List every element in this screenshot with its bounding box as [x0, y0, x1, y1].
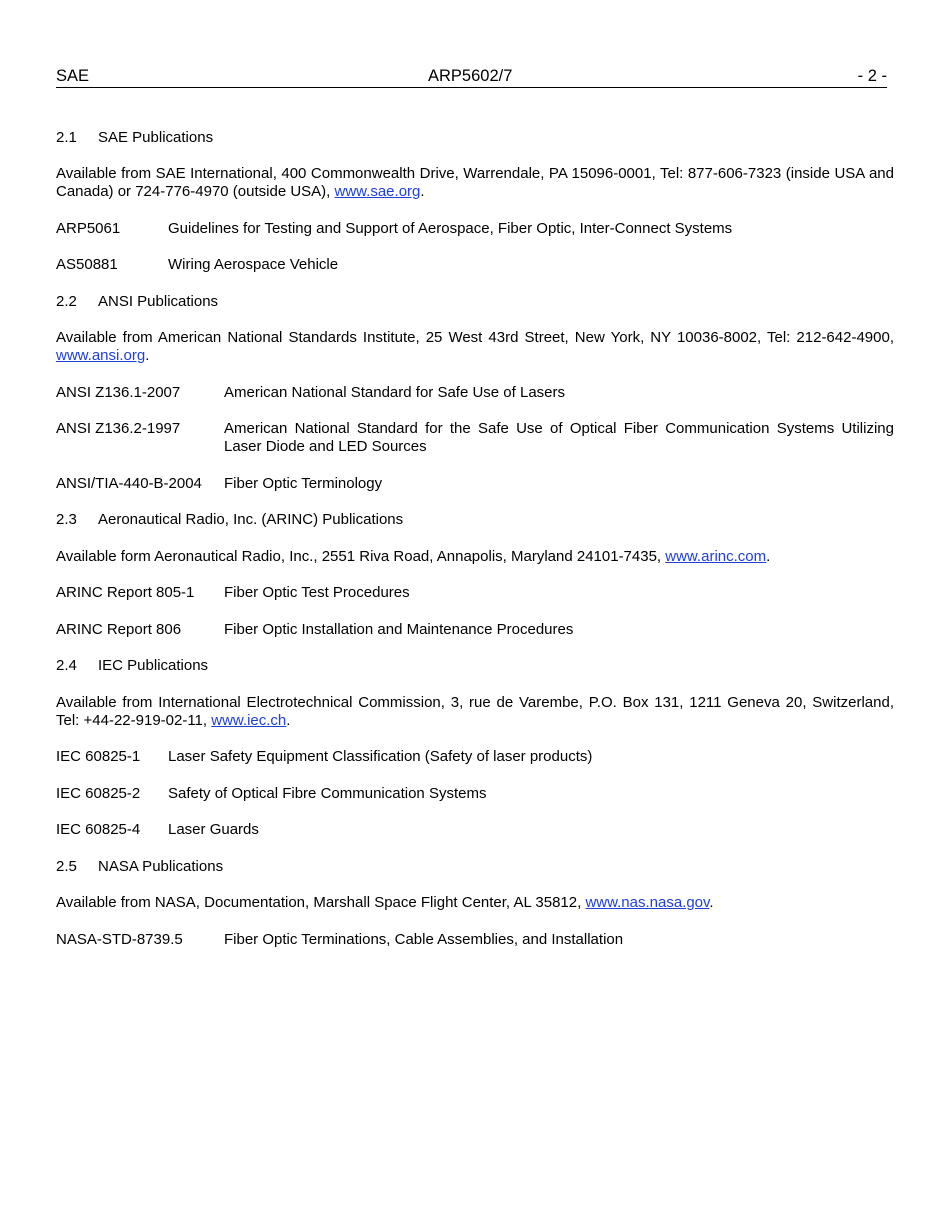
section-intro-2-5: [56, 894, 894, 912]
intro-end: .: [420, 183, 425, 200]
sae-website-link[interactable]: www.sae.org: [334, 183, 421, 200]
reference-code: ARINC Report 806: [56, 621, 182, 638]
reference-code: IEC 60825-1: [56, 748, 141, 765]
reference-title: Fiber Optic Installation and Maintenance Procedures: [224, 621, 574, 638]
arinc-website-link[interactable]: www.arinc.com: [665, 548, 767, 565]
iec-website-link[interactable]: www.iec.ch: [211, 712, 287, 729]
reference-code: ARINC Report 805-1: [56, 584, 195, 601]
reference-code: IEC 60825-2: [56, 785, 141, 802]
reference-item: [56, 384, 894, 402]
reference-title: Laser Safety Equipment Classification (Safety of laser products): [168, 748, 593, 765]
section-number: 2.2: [56, 293, 77, 310]
intro-text: Available from SAE International, 400 Commonwealth Drive, Warrendale, PA 15096-0001, Tel: 877-606-7323 (inside USA and Canada) or 724-776-4970 (outside USA),: [56, 165, 894, 200]
intro-text: Available form Aeronautical Radio, Inc., 2551 Riva Road, Annapolis, Maryland 24101-7435,: [56, 548, 666, 565]
reference-item: [56, 475, 894, 493]
section-title: NASA Publications: [98, 858, 224, 875]
reference-item: [56, 584, 894, 602]
reference-item: [56, 256, 894, 274]
section-intro-2-4: [56, 694, 894, 730]
section-number: 2.5: [56, 858, 77, 875]
section-heading-2-2: [56, 293, 218, 311]
intro-text: Available from American National Standards Institute, 25 West 43rd Street, New York, NY 10036-8002, Tel: 212-642-4900,: [56, 329, 894, 346]
ansi-website-link[interactable]: www.ansi.org: [56, 347, 146, 364]
reference-title: Fiber Optic Terminology: [224, 475, 383, 492]
reference-title: Laser Guards: [168, 821, 259, 838]
reference-item: [56, 785, 894, 803]
reference-code: IEC 60825-4: [56, 821, 141, 838]
intro-end: .: [709, 894, 714, 911]
reference-item: [56, 748, 894, 766]
section-title: Aeronautical Radio, Inc. (ARINC) Publications: [98, 511, 404, 528]
reference-title: American National Standard for Safe Use of Lasers: [224, 384, 566, 401]
section-number: 2.4: [56, 657, 77, 674]
intro-end: .: [145, 347, 150, 364]
reference-code: NASA-STD-8739.5: [56, 931, 183, 948]
intro-end: .: [766, 548, 771, 565]
reference-item: [56, 621, 894, 639]
reference-code: AS50881: [56, 256, 118, 273]
page-header: [56, 66, 887, 88]
reference-item: [56, 821, 894, 839]
section-title: SAE Publications: [98, 129, 214, 146]
reference-title: Fiber Optic Test Procedures: [224, 584, 410, 601]
header-doc-number: ARP5602/7: [428, 67, 513, 85]
reference-code: ANSI Z136.2-1997: [56, 420, 181, 437]
intro-end: .: [286, 712, 291, 729]
reference-code: ANSI/TIA-440-B-2004: [56, 475, 202, 492]
section-number: 2.1: [56, 129, 77, 146]
reference-item: [56, 420, 894, 456]
reference-item: [56, 220, 894, 238]
reference-code: ARP5061: [56, 220, 121, 237]
section-number: 2.3: [56, 511, 77, 528]
section-intro-2-1: [56, 165, 894, 201]
section-title: ANSI Publications: [98, 293, 219, 310]
intro-text: Available from NASA, Documentation, Marshall Space Flight Center, AL 35812,: [56, 894, 586, 911]
reference-title: Guidelines for Testing and Support of Aerospace, Fiber Optic, Inter-Connect Systems: [168, 220, 733, 237]
section-title: IEC Publications: [98, 657, 209, 674]
nasa-website-link[interactable]: www.nas.nasa.gov: [585, 894, 710, 911]
section-heading-2-5: [56, 858, 223, 876]
section-intro-2-3: [56, 548, 894, 566]
reference-title: American National Standard for the Safe Use of Optical Fiber Communication Systems Utilizing Laser Diode and LED Sources: [224, 420, 894, 455]
section-heading-2-1: [56, 129, 213, 147]
section-heading-2-4: [56, 657, 208, 675]
reference-code: ANSI Z136.1-2007: [56, 384, 181, 401]
reference-item: [56, 931, 894, 949]
header-org: SAE: [56, 67, 90, 85]
reference-title: Wiring Aerospace Vehicle: [168, 256, 339, 273]
intro-text: Available from International Electrotechnical Commission, 3, rue de Varembe, P.O. Box 131, 1211 Geneva 20, Switzerland, Tel: +44-22-919-02-11,: [56, 694, 894, 729]
reference-title: Safety of Optical Fibre Communication Systems: [168, 785, 487, 802]
header-page-number: - 2 -: [857, 67, 887, 85]
section-heading-2-3: [56, 511, 403, 529]
reference-title: Fiber Optic Terminations, Cable Assemblies, and Installation: [224, 931, 624, 948]
section-intro-2-2: [56, 329, 894, 365]
